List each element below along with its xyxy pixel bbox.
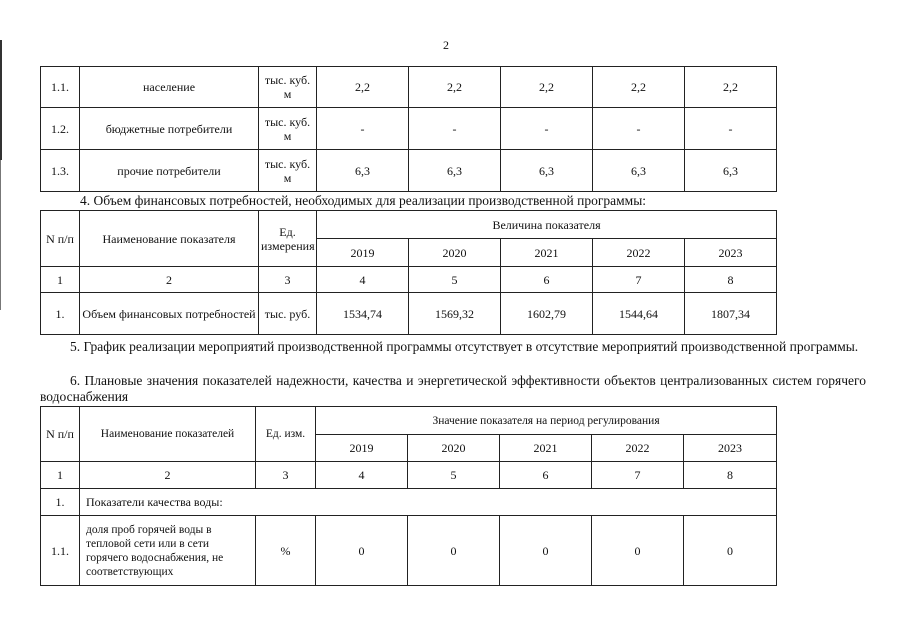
value-cell: 6,3: [593, 150, 685, 192]
value-cell: 6,3: [685, 150, 777, 192]
index-cell: 8: [684, 462, 777, 489]
row-number: 1.: [41, 293, 80, 335]
row-number: 1.1.: [41, 67, 80, 108]
index-cell: 1: [41, 267, 80, 293]
index-row: [41, 267, 777, 293]
value-cell: 0: [408, 516, 500, 586]
row-name: доля проб горячей воды в тепловой сети или в сети горячего водоснабжения, не соответствующих: [80, 516, 256, 586]
group-title: Показатели качества воды:: [80, 489, 777, 516]
index-cell: 2: [80, 267, 259, 293]
quality-indicators-table: [40, 406, 777, 586]
value-cell: 0: [684, 516, 777, 586]
year-cell: 2023: [685, 239, 777, 267]
row-number: 1.1.: [41, 516, 80, 586]
group-row: [41, 489, 777, 516]
section-6-text: 6. Плановые значения показателей надежности, качества и энергетической эффективности объектов централизованных систем горячего водоснабжения: [40, 373, 866, 404]
value-cell: 2,2: [409, 67, 501, 108]
year-cell: 2023: [684, 435, 777, 462]
row-unit: тыс. руб.: [259, 293, 317, 335]
section-5-text: 5. График реализации мероприятий производственной программы отсутствует в отсутствие мероприятий производственной программы.: [70, 339, 859, 354]
index-cell: 7: [592, 462, 684, 489]
value-cell: -: [501, 108, 593, 150]
header-value: Величина показателя: [317, 211, 777, 239]
value-cell: 6,3: [501, 150, 593, 192]
header-number: N п/п: [41, 211, 80, 267]
section-4-title: 4. Объем финансовых потребностей, необходимых для реализации производственной программы:: [80, 193, 647, 208]
index-cell: 2: [80, 462, 256, 489]
value-cell: 1569,32: [409, 293, 501, 335]
index-row: [41, 462, 777, 489]
value-cell: 0: [500, 516, 592, 586]
scan-margin-mark-2: [0, 160, 1, 310]
row-name: Объем финансовых потребностей: [80, 293, 259, 335]
value-cell: 2,2: [593, 67, 685, 108]
value-cell: 1534,74: [317, 293, 409, 335]
financial-needs-table: [40, 210, 777, 335]
index-cell: 7: [593, 267, 685, 293]
value-cell: 1807,34: [685, 293, 777, 335]
index-cell: 3: [256, 462, 316, 489]
value-cell: 1544,64: [593, 293, 685, 335]
table-row: [41, 67, 777, 108]
year-cell: 2020: [409, 239, 501, 267]
value-cell: 0: [592, 516, 684, 586]
year-cell: 2019: [317, 239, 409, 267]
index-cell: 5: [409, 267, 501, 293]
index-cell: 5: [408, 462, 500, 489]
table-row: [41, 293, 777, 335]
year-cell: 2021: [500, 435, 592, 462]
value-cell: 2,2: [685, 67, 777, 108]
value-cell: -: [685, 108, 777, 150]
row-number: 1.2.: [41, 108, 80, 150]
index-cell: 6: [501, 267, 593, 293]
year-cell: 2022: [592, 435, 684, 462]
value-cell: -: [409, 108, 501, 150]
value-cell: 0: [316, 516, 408, 586]
row-unit: %: [256, 516, 316, 586]
header-name: Наименование показателя: [80, 211, 259, 267]
value-cell: 6,3: [317, 150, 409, 192]
value-cell: 1602,79: [501, 293, 593, 335]
row-number: 1.: [41, 489, 80, 516]
value-cell: -: [317, 108, 409, 150]
index-cell: 4: [316, 462, 408, 489]
row-unit: тыс. куб. м: [259, 67, 317, 108]
header-row: [41, 407, 777, 435]
value-cell: 2,2: [501, 67, 593, 108]
year-cell: 2021: [501, 239, 593, 267]
index-cell: 3: [259, 267, 317, 293]
value-cell: 2,2: [317, 67, 409, 108]
consumption-table: [40, 66, 777, 192]
header-unit: Ед. изм.: [256, 407, 316, 462]
page-number: 2: [443, 38, 449, 52]
header-value: Значение показателя на период регулирования: [316, 407, 777, 435]
row-unit: тыс. куб. м: [259, 108, 317, 150]
index-cell: 6: [500, 462, 592, 489]
header-number: N п/п: [41, 407, 80, 462]
table-row: [41, 516, 777, 586]
row-number: 1.3.: [41, 150, 80, 192]
year-cell: 2019: [316, 435, 408, 462]
table-row: [41, 150, 777, 192]
year-cell: 2022: [593, 239, 685, 267]
index-cell: 8: [685, 267, 777, 293]
index-cell: 4: [317, 267, 409, 293]
scan-margin-mark: [0, 40, 2, 160]
value-cell: -: [593, 108, 685, 150]
table-row: [41, 108, 777, 150]
header-unit: Ед. измерения: [259, 211, 317, 267]
row-name: население: [80, 67, 259, 108]
row-name: бюджетные потребители: [80, 108, 259, 150]
row-name: прочие потребители: [80, 150, 259, 192]
row-unit: тыс. куб. м: [259, 150, 317, 192]
year-cell: 2020: [408, 435, 500, 462]
header-row: [41, 211, 777, 239]
index-cell: 1: [41, 462, 80, 489]
value-cell: 6,3: [409, 150, 501, 192]
header-name: Наименование показателей: [80, 407, 256, 462]
